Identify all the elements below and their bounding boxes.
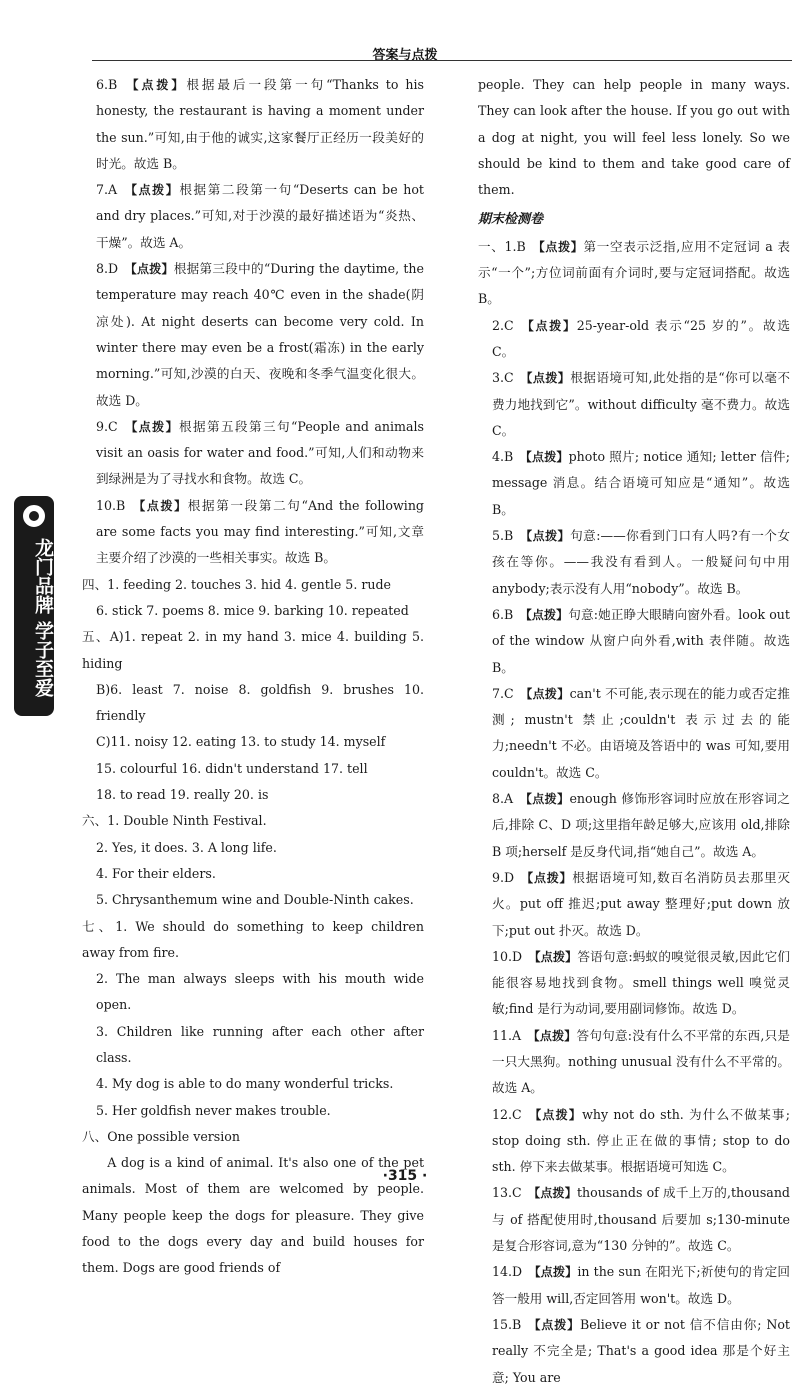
essay-continuation: people. They can help people in many ways. They can look after the house. If you go out with a dog at night, you will feel less lonely. So we should be kind to them and take good care of them. xyxy=(478,77,790,198)
answer-item xyxy=(82,256,424,414)
answer-number: 11.A xyxy=(492,1027,522,1043)
answer-item xyxy=(478,865,790,944)
answer-number: 10.D xyxy=(492,948,523,964)
answer-explanation: 根据第五段第三句“People and animals visit an oasis for water and food.”可知,人们和动物来到绿洲是为了寻找水和食物。故选 C。 xyxy=(96,418,424,487)
section-5 xyxy=(82,624,424,808)
answer-explanation: 根据第二段第一句“Deserts can be hot and dry places.”可知,对于沙漠的最好描述语为“炎热、干燥”。故选 A。 xyxy=(96,182,424,250)
answer-explanation: 句意:——你看到门口有人吗?有一个女孩在等你。——我没有看到人。一般疑问句中用 anybody;表示没有人用“nobody”。故选 B。 xyxy=(492,528,790,596)
hint-tag: 【点拨】 xyxy=(123,419,179,434)
answer-explanation: Believe it or not 信不信由你; Not really 不完全是; That's a good idea 那是个好主意; You are xyxy=(492,1316,790,1385)
hint-tag: 【点拨】 xyxy=(519,686,570,701)
answer-explanation: 根据最后一段第一句“Thanks to his honesty, the restaurant is having a moment under the sun.”可知,由于他的诚实,这家餐厅正经历一段美好的时光。故选 B。 xyxy=(96,77,424,171)
answer-number: 2.C xyxy=(492,317,514,333)
section-6-line: 5. Chrysanthemum wine and Double-Ninth cakes. xyxy=(96,892,414,908)
hint-tag: 【点拨】 xyxy=(527,1186,577,1201)
answer-number: 7.C xyxy=(492,685,514,701)
answer-explanation: thousands of 成千上万的,thousand 与 of 搭配使用时,thousand 后要加 s;130-minute 是复合形容词,意为“130 分钟的”。故选 C。 xyxy=(492,1185,790,1254)
hint-tag: 【点拨】 xyxy=(519,529,571,544)
section-6-line: 2. Yes, it does. 3. A long life. xyxy=(96,839,277,855)
answer-number: 12.C xyxy=(492,1106,522,1122)
section-7-line: 4. My dog is able to do many wonderful tricks. xyxy=(96,1076,394,1092)
answer-number: 9.C xyxy=(96,418,118,434)
hint-tag: 【点拨】 xyxy=(527,1028,577,1043)
answer-item xyxy=(478,786,790,865)
hint-tag: 【点拨】 xyxy=(519,318,577,333)
header-divider xyxy=(92,60,792,61)
answer-explanation: why not do sth. 为什么不做某事; stop doing sth. 停止正在做的事情; stop to do sth. 停下来去做某事。根据语境可知选 C。 xyxy=(492,1106,790,1175)
answer-number: 10.B xyxy=(96,497,126,513)
answer-number: 14.D xyxy=(492,1264,523,1280)
section-4-line: 四、1. feeding 2. touches 3. hid 4. gentle 5. rude xyxy=(82,576,391,592)
section-6-line: 六、1. Double Ninth Festival. xyxy=(82,813,267,829)
section-5-line: 15. colourful 16. didn't understand 17. tell xyxy=(96,760,368,776)
section-title: 期末检测卷 xyxy=(478,212,544,228)
hint-tag: 【点拨】 xyxy=(519,371,571,386)
side-brand-text: 龙门品牌 学子至爱 xyxy=(32,538,54,697)
answer-item xyxy=(478,602,790,681)
answer-explanation: in the sun 在阳光下;祈使句的肯定回答一般用 will,否定回答用 won't。故选 D。 xyxy=(492,1264,790,1306)
section-5-line: 18. to read 19. really 20. is xyxy=(96,787,269,803)
answer-item xyxy=(478,313,790,366)
answer-explanation: 根据第一段第二句“And the following are some facts you may find interesting.”可知,文章主要介绍了沙漠的一些相关事实。故选 B。 xyxy=(96,497,424,566)
answer-item xyxy=(478,234,790,313)
answer-explanation: 答句句意:没有什么不平常的东西,只是一只大黑狗。nothing unusual 没有什么不平常的。故选 A。 xyxy=(492,1027,790,1096)
answer-number: 4.B xyxy=(492,449,514,465)
hint-tag: 【点拨】 xyxy=(532,239,584,254)
answer-item xyxy=(478,1259,790,1312)
answer-explanation: 第一空表示泛指,应用不定冠词 a 表示“一个”;方位词前面有介词时,要与定冠词搭配。故选 B。 xyxy=(478,238,790,307)
answer-explanation: 根据语境可知,数百名消防员去那里灭火。put off 推迟;put away 整理好;put down 放下;put out 扑灭。故选 D。 xyxy=(492,869,790,938)
answer-item xyxy=(478,444,790,523)
section-5-line: 五、A)1. repeat 2. in my hand 3. mice 4. building 5. hiding xyxy=(82,629,424,671)
left-answer-list xyxy=(82,72,424,572)
answer-explanation: 根据语境可知,此处指的是“你可以毫不费力地找到它”。without difficulty 毫不费力。故选 C。 xyxy=(492,370,790,438)
answer-number: 15.B xyxy=(492,1316,522,1332)
answer-number: 5.B xyxy=(492,528,514,544)
hint-tag: 【点拨】 xyxy=(519,450,569,465)
hint-tag: 【点拨】 xyxy=(124,262,174,277)
brand-circle-icon xyxy=(20,502,48,530)
answer-explanation: can't 不可能,表示现在的能力或否定推测; mustn't 禁止;couldn't 表示过去的能力;needn't 不必。由语境及答语中的 was 可知,要用 couldn't。故选 C。 xyxy=(492,685,790,780)
section-8-essay: A dog is a kind of animal. It's also one of the pet animals. Most of them are welcomed by people. Many people keep the dogs for pleasure. They give food to the dogs every day and build houses for them. Dogs are good friends of xyxy=(82,1155,424,1276)
answer-item xyxy=(478,523,790,602)
answer-item xyxy=(82,493,424,572)
answer-number: 6.B xyxy=(492,606,514,622)
hint-tag: 【点拨】 xyxy=(527,1317,581,1332)
answer-explanation: photo 照片; notice 通知; letter 信件; message 消息。结合语境可知应是“通知”。故选 B。 xyxy=(492,449,790,517)
section-4-line: 6. stick 7. poems 8. mice 9. barking 10. repeated xyxy=(96,602,409,618)
hint-tag: 【点拨】 xyxy=(123,183,180,198)
section-8 xyxy=(82,1124,424,1282)
section-7-line: 3. Children like running after each other after class. xyxy=(96,1023,424,1065)
answer-item xyxy=(478,1023,790,1102)
page-number: ·315 · xyxy=(382,1168,428,1184)
answer-item xyxy=(82,414,424,493)
section-4 xyxy=(82,572,424,625)
answer-number: 9.D xyxy=(492,869,515,885)
hint-tag: 【点拨】 xyxy=(528,1265,578,1280)
answer-item xyxy=(478,1312,790,1391)
header-title: 答案与点拨 xyxy=(372,48,438,63)
answer-number: 一、1.B xyxy=(478,238,526,254)
hint-tag: 【点拨】 xyxy=(528,949,578,964)
hint-tag: 【点拨】 xyxy=(527,1107,583,1122)
section-7-line: 5. Her goldfish never makes trouble. xyxy=(96,1102,331,1118)
page-header xyxy=(0,0,810,62)
answer-item xyxy=(82,177,424,256)
section-5-line: B)6. least 7. noise 8. goldfish 9. brushes 10. friendly xyxy=(96,681,424,724)
hint-tag: 【点拨】 xyxy=(123,78,187,92)
answer-item xyxy=(478,681,790,786)
answer-explanation: enough 修饰形容词时应放在形容词之后,排除 C、D 项;这里指年龄足够大,应该用 old,排除 B 项;herself 是反身代词,指“她自己”。故选 A。 xyxy=(492,791,790,859)
answer-item xyxy=(478,944,790,1023)
answer-explanation: 答语句意:蚂蚁的嗅觉很灵敏,因此它们能很容易地找到食物。smell things well 嗅觉灵敏;find 是行为动词,要用副词修饰。故选 D。 xyxy=(492,948,790,1017)
answer-item xyxy=(478,365,790,444)
section-5-line: C)11. noisy 12. eating 13. to study 14. myself xyxy=(96,734,386,750)
answer-number: 8.D xyxy=(96,261,119,277)
answer-item xyxy=(82,72,424,177)
left-column xyxy=(82,72,424,1282)
right-column xyxy=(478,72,790,1391)
hint-tag: 【点拨】 xyxy=(131,498,188,513)
section-6-line: 4. For their elders. xyxy=(96,865,216,881)
hint-tag: 【点拨】 xyxy=(520,870,573,885)
section-6 xyxy=(82,808,424,913)
answer-number: 6.B xyxy=(96,77,118,92)
answer-number: 8.A xyxy=(492,791,514,807)
answer-explanation: 25-year-old 表示“25 岁的”。故选 C。 xyxy=(492,317,790,359)
answer-number: 3.C xyxy=(492,370,514,386)
answer-explanation: 根据第三段中的“During the daytime, the temperature may reach 40℃ even in the shade(阴凉处). At night deserts can become very cold. In winter there may even be a frost(霜冻) in the early morning.”可知,沙漠的白天、夜晚和冬季气温变化很大。故选 D。 xyxy=(96,261,424,408)
right-answer-list xyxy=(478,234,790,1391)
answer-item xyxy=(478,1180,790,1259)
hint-tag: 【点拨】 xyxy=(519,607,569,622)
section-7-line: 七、1. We should do something to keep children away from fire. xyxy=(82,918,424,960)
section-8-heading: 八、One possible version xyxy=(82,1128,240,1144)
answer-explanation: 句意:她正睁大眼睛向窗外看。look out of the window 从窗户向外看,with 表伴随。故选 B。 xyxy=(492,606,790,675)
section-7-line: 2. The man always sleeps with his mouth wide open. xyxy=(96,971,424,1013)
hint-tag: 【点拨】 xyxy=(519,792,570,807)
answer-number: 13.C xyxy=(492,1185,522,1201)
section-7 xyxy=(82,914,424,1124)
answer-number: 7.A xyxy=(96,182,118,198)
